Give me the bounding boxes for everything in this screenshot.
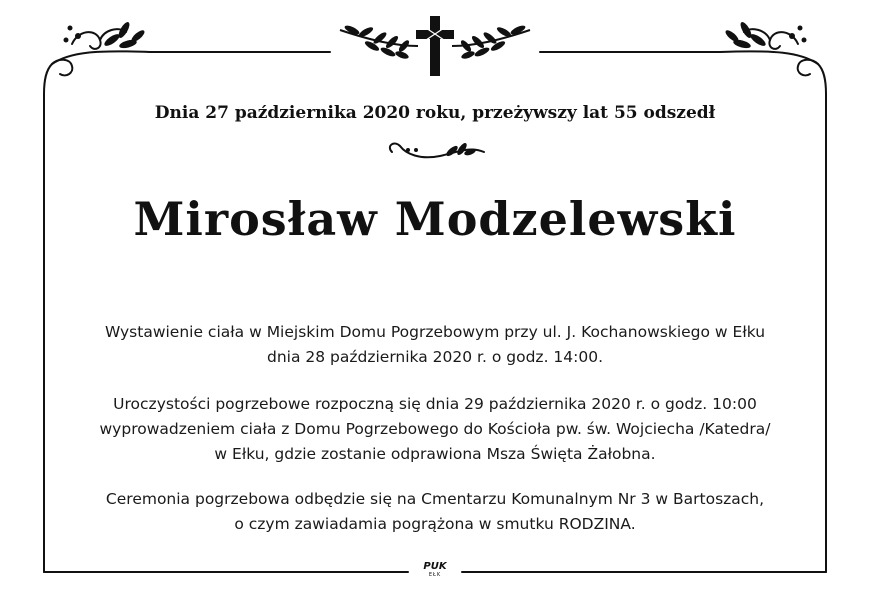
deceased-name: Mirosław Modzelewski [133,192,737,246]
text-line: Ceremonia pogrzebowa odbędzie się na Cmentarzu Komunalnym Nr 3 w Bartoszach, [105,490,765,508]
text-line: wyprowadzeniem ciała z Domu Pogrzebowego do Kościoła pw. św. Wojciecha /Katedra/ [99,420,771,438]
laurel-branch-icon [340,24,418,60]
death-date-line: Dnia 27 października 2020 roku, przeżywszy lat 55 odszedł [154,103,716,123]
text-line: Uroczystości pogrzebowe rozpoczną się dnia 29 października 2020 r. o godz. 10:00 [113,395,757,413]
text-line: w Ełku, gdzie zostanie odprawiona Msza Święta Żałobna. [214,445,656,463]
text-line: Wystawienie ciała w Miejskim Domu Pogrzebowym przy ul. J. Kochanowskiego w Ełku [104,323,766,341]
text-line: dnia 28 października 2020 r. o godz. 14:00. [266,348,604,366]
cross-icon [416,16,454,76]
logo-sub-text: EŁK [428,572,442,578]
leaf-cluster-right [724,20,807,49]
text-line: o czym zawiadamia pogrążona w smutku RODZINA. [234,515,636,533]
laurel-branch-icon [452,24,530,60]
leaf-cluster-left [64,20,147,49]
burial-paragraph [40,487,830,537]
ceremony-paragraph [40,392,830,467]
logo-main-text: PUK [423,561,447,572]
vine-divider-icon [390,142,484,158]
viewing-paragraph [40,320,830,370]
company-logo [414,561,456,578]
